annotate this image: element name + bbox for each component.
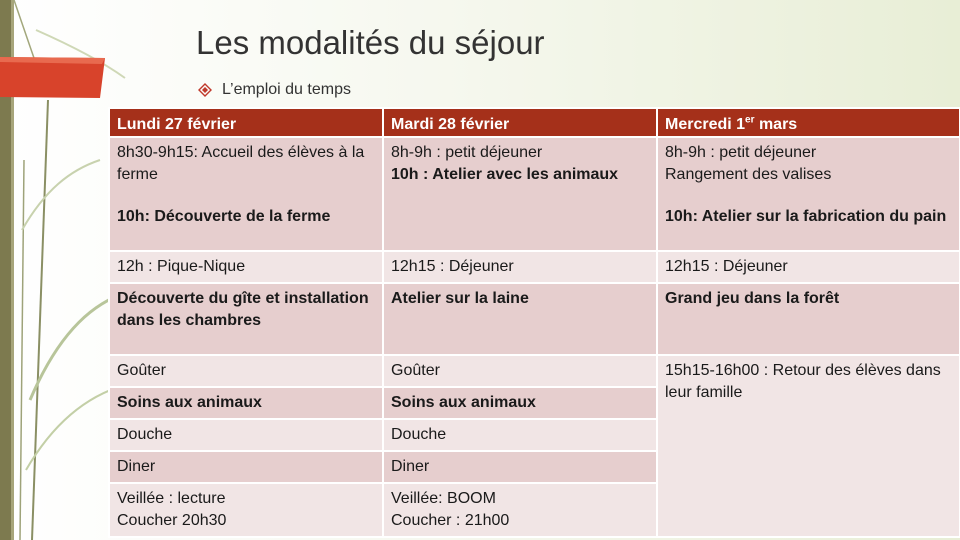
cell-line: 10h: Atelier sur la fabrication du pain	[665, 208, 947, 225]
table-header-row	[109, 108, 960, 137]
table-cell	[383, 483, 657, 537]
cell-line: Veillée : lecture	[117, 490, 226, 507]
header-tuesday: Mardi 28 février	[383, 108, 657, 137]
cell-line: Veillée: BOOM	[391, 490, 496, 507]
diamond-bullet-icon	[198, 83, 212, 97]
table-cell: Goûter	[383, 355, 657, 387]
table-cell: Atelier sur la laine	[383, 283, 657, 355]
cell-line: 10h: Découverte de la ferme	[117, 208, 331, 225]
table-cell: 15h15-16h00 : Retour des élèves dans leur famille	[657, 355, 960, 537]
header-wednesday	[657, 108, 960, 137]
subtitle	[198, 81, 351, 99]
table-cell: 12h : Pique-Nique	[109, 251, 383, 283]
table-cell: Soins aux animaux	[109, 387, 383, 419]
table-cell: Diner	[109, 451, 383, 483]
table-row	[109, 251, 960, 283]
table-cell	[383, 137, 657, 251]
table-row	[109, 137, 960, 251]
table-row	[109, 355, 960, 387]
table-cell: Diner	[383, 451, 657, 483]
cell-line: 8h-9h : petit déjeuner	[391, 144, 543, 161]
page-title: Les modalités du séjour	[196, 24, 545, 61]
table-cell: Goûter	[109, 355, 383, 387]
subtitle-text: L’emploi du temps	[222, 81, 351, 98]
cell-line: Coucher 20h30	[117, 512, 227, 529]
cell-line: 8h-9h : petit déjeuner	[665, 144, 817, 161]
cell-line: 10h : Atelier avec les animaux	[391, 166, 619, 183]
table-cell: 12h15 : Déjeuner	[383, 251, 657, 283]
table-cell: Grand jeu dans la forêt	[657, 283, 960, 355]
table-cell	[109, 137, 383, 251]
cell-line: 8h30-9h15: Accueil des élèves à la ferme	[117, 144, 365, 183]
header-wednesday-sup: er	[745, 114, 755, 126]
table-row	[109, 283, 960, 355]
schedule-table	[108, 107, 960, 538]
table-cell: Soins aux animaux	[383, 387, 657, 419]
table-cell: Douche	[109, 419, 383, 451]
header-wednesday-suffix: mars	[754, 116, 798, 133]
table-cell: Douche	[383, 419, 657, 451]
table-cell	[109, 483, 383, 537]
table-cell: Découverte du gîte et installation dans les chambres	[109, 283, 383, 355]
table-cell	[657, 137, 960, 251]
table-cell: 12h15 : Déjeuner	[657, 251, 960, 283]
header-wednesday-prefix: Mercredi 1	[665, 116, 746, 133]
cell-line: Rangement des valises	[665, 166, 832, 183]
header-monday: Lundi 27 février	[109, 108, 383, 137]
cell-line: Coucher : 21h00	[391, 512, 510, 529]
